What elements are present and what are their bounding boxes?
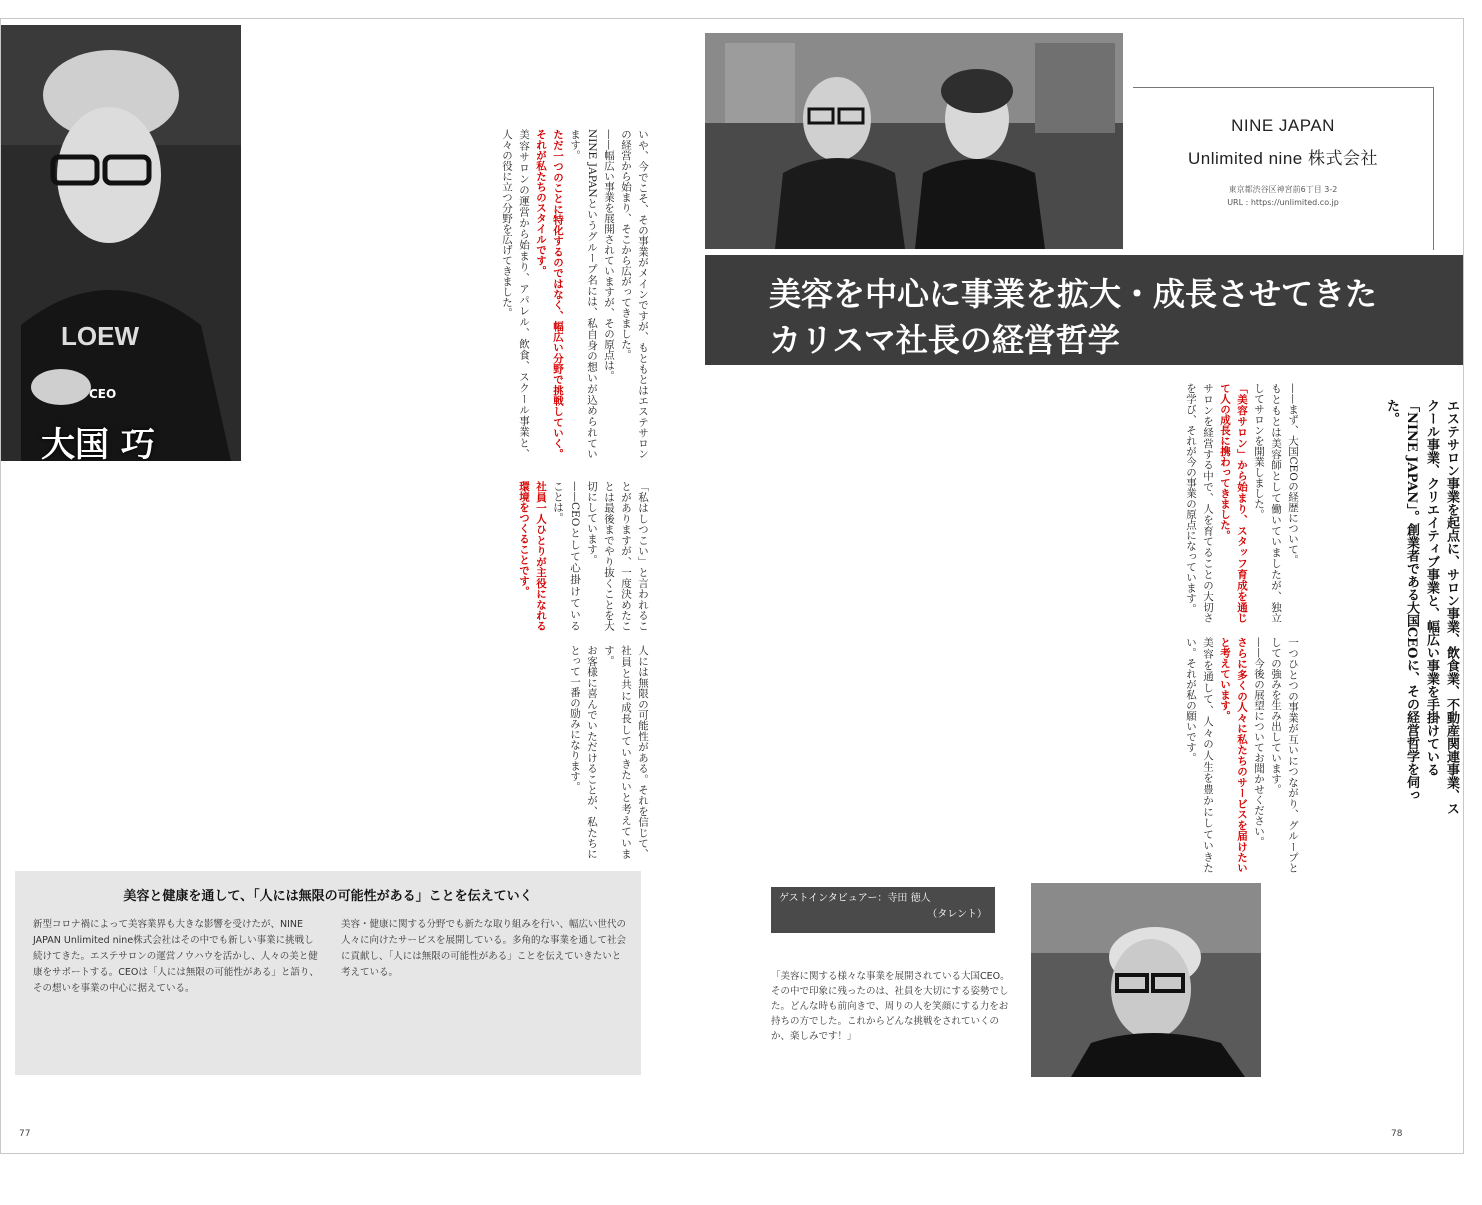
headline-line2: カリスマ社長の経営哲学 <box>769 321 1120 359</box>
ceo-portrait-photo <box>1 25 241 461</box>
sidebar-box-title: 美容と健康を通して、「人には無限の可能性がある」ことを伝えていく <box>123 889 533 904</box>
guest-interviewer-tag <box>771 887 995 933</box>
right-page <box>701 19 1465 1153</box>
ceo-role-label: CEO <box>89 387 117 401</box>
text-column: 美容サロンの運営から始まり、アパレル、飲食、スクール事業と、人々の役に立つ分野を広げてきました。 <box>501 129 530 459</box>
company-name-line2: Unlimited nine 株式会社 <box>1188 149 1378 168</box>
svg-text:LOEW: LOEW <box>61 321 139 351</box>
headline-banner <box>705 255 1463 365</box>
guest-interviewer-sub: （タレント） <box>927 909 987 920</box>
text-column: 一つひとつの事業が互いにつながり、グループとしての強みを生み出しています。 <box>1270 637 1299 873</box>
text-column-highlight: さらに多くの人々に私たちのサービスを届けたいと考えています。 <box>1219 637 1248 873</box>
left-text-block-middle <box>11 481 651 631</box>
right-text-block-top <box>771 383 1301 623</box>
magazine-spread <box>0 18 1464 1154</box>
text-column-highlight: ただ一つのことに特化するのではなく、幅広い分野で挑戦していく。それが私たちのスタイルです。 <box>535 129 564 459</box>
sidebar-box <box>15 871 641 1075</box>
ceo-name-label: 大国 巧 <box>41 425 155 461</box>
interviewer-caption: 「美容に関する様々な事業を展開されている大国CEO。その中で印象に残ったのは、社員を大切にする姿勢でした。どんな時も前向きで、周りの人を笑顔にする力をお持ちの方でした。これからどんな挑戦をされていくのか、楽しみです！」 <box>771 971 1010 1042</box>
left-text-block-bottom <box>11 645 651 859</box>
interviewer-photo <box>1031 883 1261 1077</box>
text-column: ——CEOとして心掛けていることは。 <box>552 481 581 631</box>
text-column: もともとは美容師として働いていましたが、独立してサロンを開業しました。 <box>1253 383 1282 623</box>
text-column: ——今後の展望についてお聞かせください。 <box>1253 637 1265 847</box>
ceo-portrait-image <box>1 25 241 461</box>
text-column: いや、今でこそ、その事業がメインですが、もともとはエステサロンの経営から始まり、そこから広がってきました。 <box>620 129 649 459</box>
page-number-left: 77 <box>19 1129 31 1139</box>
interview-photo <box>705 33 1123 249</box>
sidebar-box-column-2: 美容・健康に関する分野でも新たな取り組みを行い、幅広い世代の人々に向けたサービスを展開している。多角的な事業を通して社会に貢献し、「人には無限の可能性がある」ことを伝えていきたいと考えている。 <box>341 919 627 978</box>
company-address: 東京都渋谷区神宮前6丁目 3-2 <box>1228 185 1338 194</box>
text-column: ——まず、大国CEOの経歴について。 <box>1287 383 1299 565</box>
page-number-right: 78 <box>1391 1129 1403 1139</box>
right-text-block-bottom <box>771 637 1301 873</box>
text-column: ——幅広い事業を展開されていますが、その原点は。 <box>603 129 615 381</box>
lead-text: エステサロン事業を起点に、サロン事業、飲食業、不動産関連事業、スクール事業、クリエイティブ事業と、幅広い事業を手掛けている「NINE JAPAN」。創業者である大国CEOに、その経営哲学を伺った。 <box>1384 399 1459 815</box>
guest-interviewer-label: ゲストインタビュアー：寺田 徳人 <box>779 893 931 904</box>
company-name-line1: NINE JAPAN <box>1231 116 1335 135</box>
text-column: NINE JAPANというグループ名には、私自身の想いが込められています。 <box>569 129 598 459</box>
company-info-card <box>1133 87 1434 250</box>
text-column: 人には無限の可能性がある。それを信じて、社員と共に成長していきたいと考えています。 <box>603 645 649 859</box>
left-page <box>1 19 661 1153</box>
interview-photo-image <box>705 33 1123 249</box>
sidebar-box-column-1: 新型コロナ禍によって美容業界も大きな影響を受けたが、NINE JAPAN Unlimited nine株式会社はその中でも新しい事業に挑戦し続けてきた。エステサロンの運営ノウハウを活かし、人々の美と健康をサポートする。CEOは「人には無限の可能性がある」と語り、その想いを事業の中心に据えている。 <box>33 919 319 994</box>
text-column: 「私はしつこい」と言われることがありますが、一度決めたことは最後までやり抜くことを大切にしています。 <box>586 481 649 631</box>
text-column-highlight: 「美容サロン」から始まり、スタッフ育成を通じて人の成長に携わってきました。 <box>1219 383 1248 623</box>
text-column: 美容を通して、人々の人生を豊かにしていきたい。それが私の願いです。 <box>1185 637 1214 873</box>
left-text-block-top <box>253 129 651 459</box>
text-column: サロンを経営する中で、人を育てることの大切さを学び、それが今の事業の原点になっています。 <box>1185 383 1214 623</box>
company-url: URL : https://unlimited.co.jp <box>1227 198 1339 207</box>
interviewer-photo-image <box>1031 883 1261 1077</box>
text-column-highlight: 社員一人ひとりが主役になれる環境をつくることです。 <box>518 481 547 631</box>
headline-line1: 美容を中心に事業を拡大・成長させてきた <box>769 275 1378 313</box>
text-column: お客様に喜んでいただけることが、私たちにとって一番の励みになります。 <box>569 645 598 859</box>
